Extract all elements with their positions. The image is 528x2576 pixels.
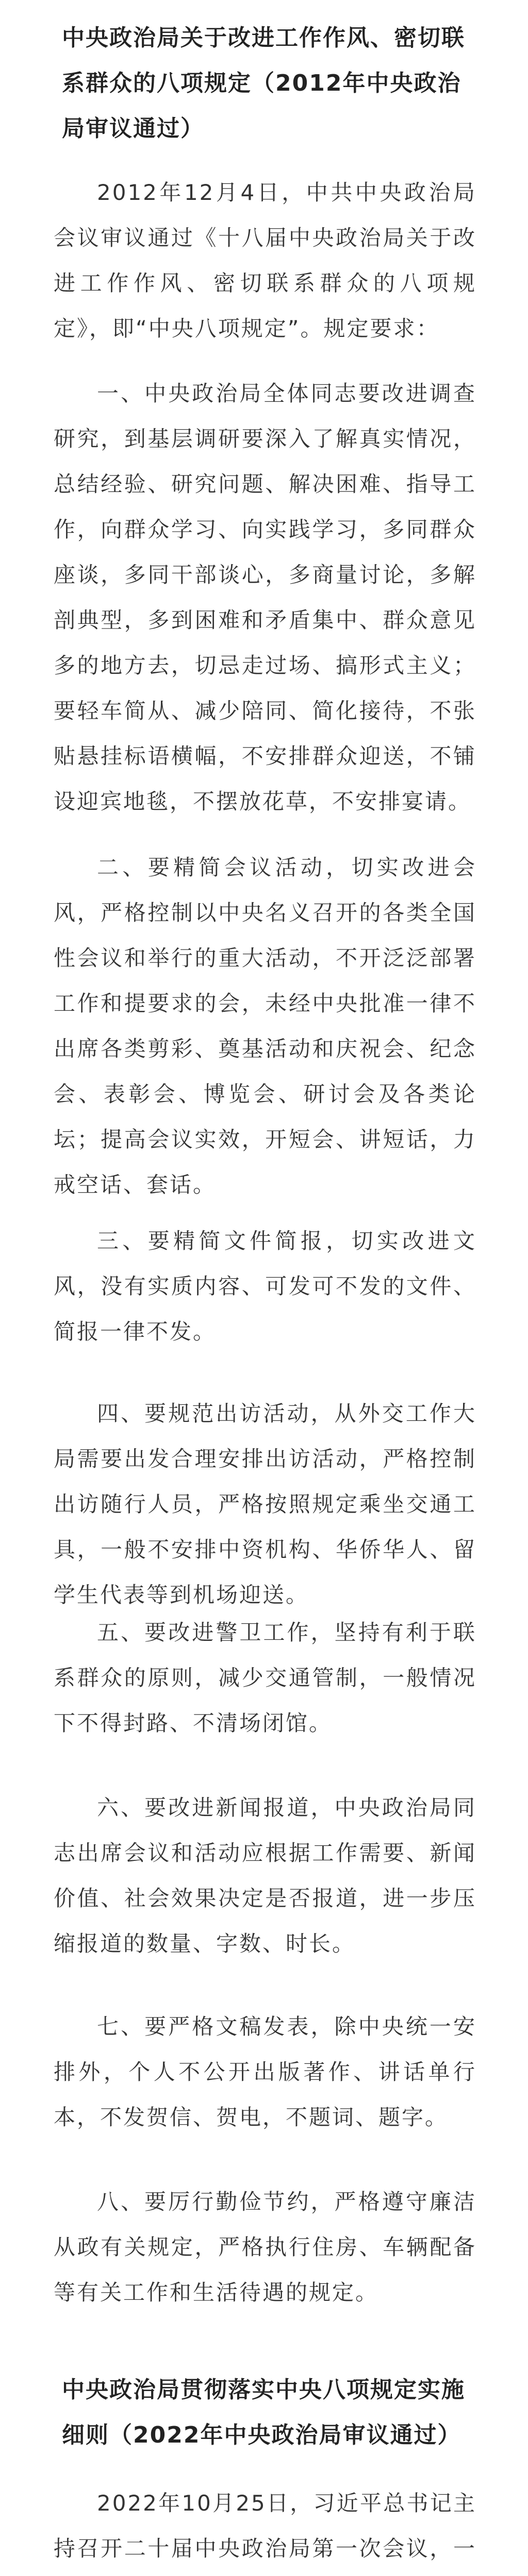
- section2-title: 中央政治局贯彻落实中央八项规定实施细则（2022年中央政治局审议通过）: [62, 2377, 465, 2448]
- section1-title: 中央政治局关于改进工作作风、密切联系群众的八项规定（2012年中央政治局审议通过）: [62, 25, 465, 142]
- rule-2: 二、要精简会议活动，切实改进会风，严格控制以中央名义召开的各类全国性会议和举行的重大活动，不开泛泛部署工作和提要求的会，未经中央批准一律不出席各类剪彩、奠基活动和庆祝会、纪念会、表彰会、博览会、研讨会及各类论坛；提高会议实效，开短会、讲短话，力戒空话、套话。: [54, 855, 476, 1197]
- rule-1: 一、中央政治局全体同志要改进调查研究，到基层调研要深入了解真实情况，总结经验、研究问题、解决困难、指导工作，向群众学习、向实践学习，多同群众座谈，多同干部谈心，多商量讨论，多解剖典型，多到困难和矛盾集中、群众意见多的地方去，切忌走过场、搞形式主义；要轻车简从、减少陪同、简化接待，不张贴悬挂标语横幅，不安排群众迎送，不铺设迎宾地毯，不摆放花草，不安排宴请。: [54, 381, 476, 814]
- rule-4: 四、要规范出访活动，从外交工作大局需要出发合理安排出访活动，严格控制出访随行人员，严格按照规定乘坐交通工具，一般不安排中资机构、华侨华人、留学生代表等到机场迎送。: [54, 1401, 476, 1607]
- section2-body: [54, 2481, 476, 2576]
- section2-body-text: 2022年10月25日，习近平总书记主持召开二十届中央政治局第一次会议，一: [54, 2490, 476, 2561]
- rule-8: 八、要厉行勤俭节约，严格遵守廉洁从政有关规定，严格执行住房、车辆配备等有关工作和生活待遇的规定。: [54, 2189, 476, 2305]
- rule-3: 三、要精简文件简报，切实改进文风，没有实质内容、可发可不发的文件、简报一律不发。: [54, 1228, 476, 1344]
- rule-6: 六、要改进新闻报道，中央政治局同志出席会议和活动应根据工作需要、新闻价值、社会效果决定是否报道，进一步压缩报道的数量、字数、时长。: [54, 1795, 476, 1956]
- rule-5: 五、要改进警卫工作，坚持有利于联系群众的原则，减少交通管制，一般情况下不得封路、不清场闭馆。: [54, 1620, 476, 1736]
- rule-7: 七、要严格文稿发表，除中央统一安排外，个人不公开出版著作、讲话单行本，不发贺信、贺电，不题词、题字。: [54, 2014, 476, 2130]
- section1-intro: 2012年12月4日，中共中央政治局会议审议通过《十八届中央政治局关于改进工作作风、密切联系群众的八项规定》，即“中央八项规定”。规定要求：: [54, 180, 476, 341]
